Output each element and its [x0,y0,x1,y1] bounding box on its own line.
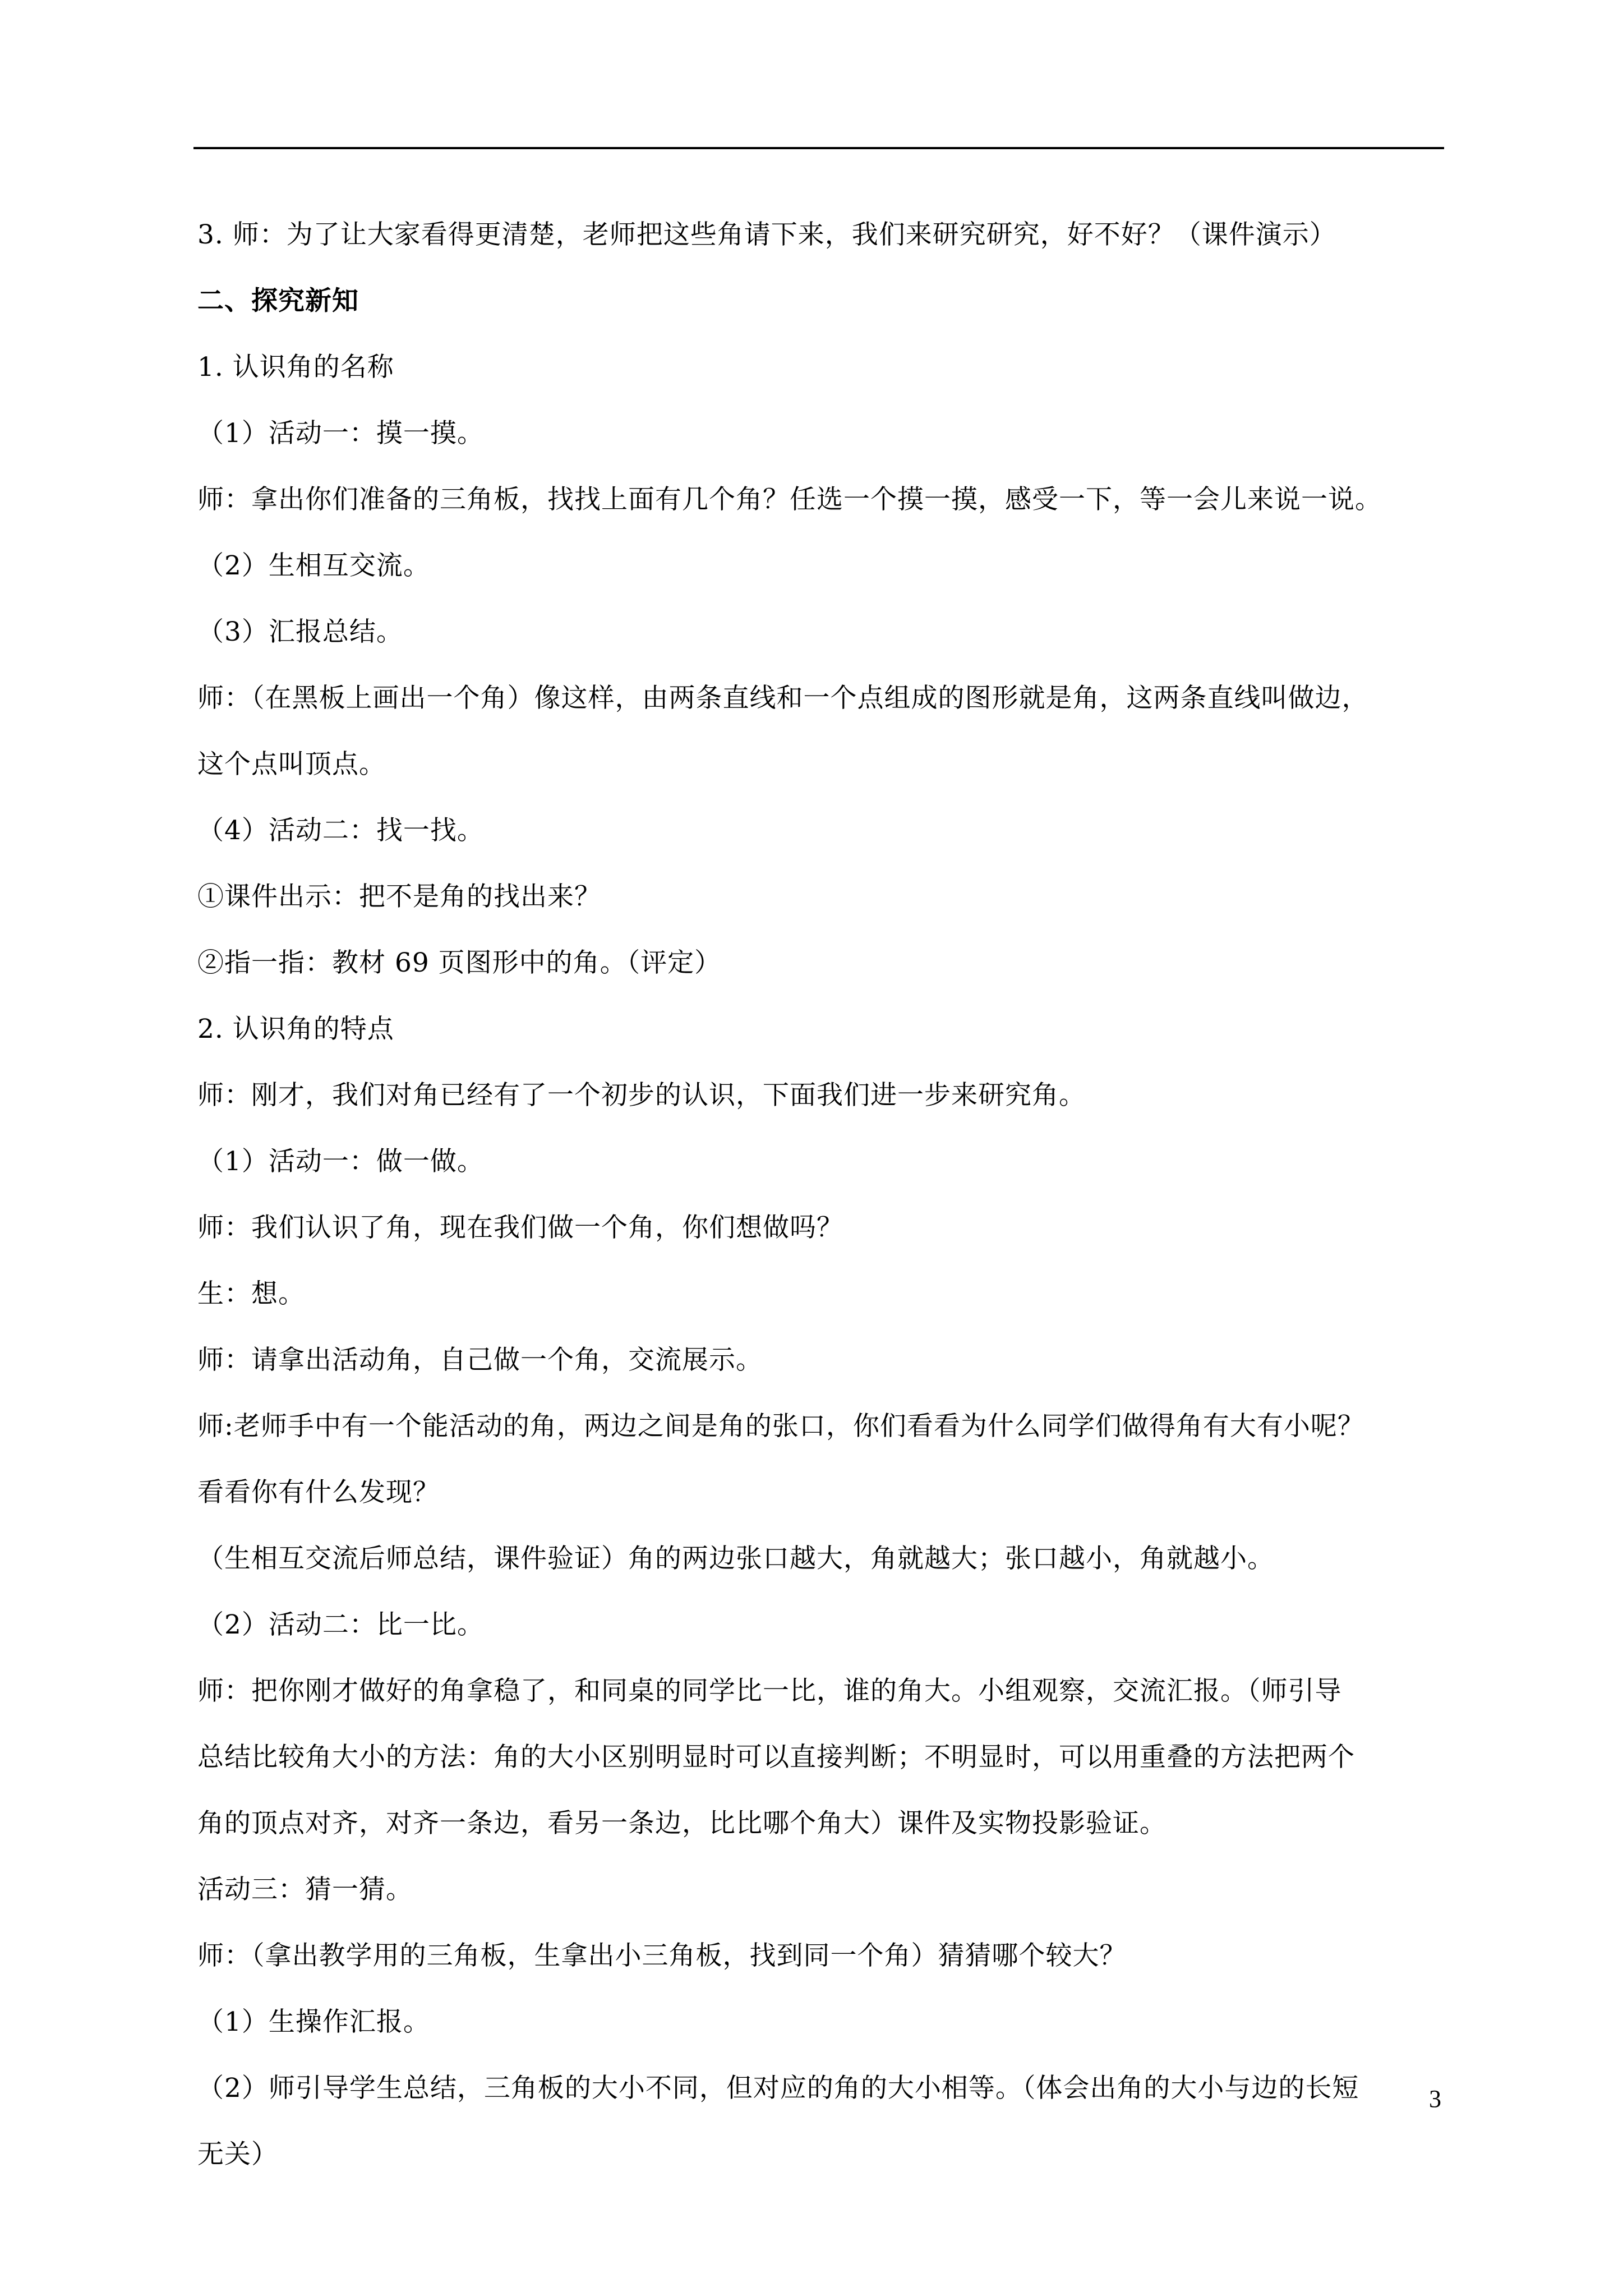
subsection-heading: 1. 认识角的名称 [197,352,394,383]
text-line: 师:老师手中有一个能活动的角，两边之间是角的张口，你们看看为什么同学们做得角有大有小呢？ [197,1411,1364,1442]
text-line: 师：（在黑板上画出一个角）像这样，由两条直线和一个点组成的图形就是角，这两条直线叫做边， [197,683,1369,714]
text-line: （1）活动一：摸一摸。 [197,418,484,449]
text-line: 师：我们认识了角，现在我们做一个角，你们想做吗？ [197,1212,843,1243]
text-line: （2）师引导学生总结，三角板的大小不同，但对应的角的大小相等。（体会出角的大小与边的长短 [197,2073,1359,2104]
text-line: 师：请拿出活动角，自己做一个角，交流展示。 [197,1345,763,1375]
text-line: （2）生相互交流。 [197,550,430,581]
section-heading: 二、探究新知 [197,286,359,316]
text-line: （1）活动一：做一做。 [197,1146,484,1177]
text-line: 3. 师：为了让大家看得更清楚，老师把这些角请下来，我们来研究研究，好不好？（课件演示） [197,219,1336,250]
page-number: 3 [1429,2085,1441,2113]
text-line: （4）活动二：找一找。 [197,815,484,846]
text-line: （2）活动二：比一比。 [197,1609,484,1640]
text-line: （1）生操作汇报。 [197,2007,430,2037]
document-body [197,202,1444,2188]
text-line: ②指一指：教材 69 页图形中的角。（评定） [197,947,722,978]
text-line: 总结比较角大小的方法：角的大小区别明显时可以直接判断；不明显时，可以用重叠的方法把两个 [197,1742,1355,1773]
header-rule [193,147,1444,149]
text-line: 活动三：猜一猜。 [197,1874,413,1905]
text-line: 师：（拿出教学用的三角板，生拿出小三角板，找到同一个角）猜猜哪个较大？ [197,1940,1127,1971]
text-line: 师：把你刚才做好的角拿稳了，和同桌的同学比一比，谁的角大。小组观察，交流汇报。（师引导 [197,1676,1342,1706]
text-line: 无关） [197,2139,278,2170]
text-line: 看看你有什么发现？ [197,1477,440,1508]
text-line: ①课件出示：把不是角的找出来？ [197,881,601,912]
text-line: （生相互交流后师总结，课件验证）角的两边张口越大，角就越大；张口越小，角就越小。 [197,1543,1274,1574]
text-line: 生：想。 [197,1278,305,1309]
text-line: 师：刚才，我们对角已经有了一个初步的认识，下面我们进一步来研究角。 [197,1080,1086,1111]
text-line: 师：拿出你们准备的三角板，找找上面有几个角？任选一个摸一摸，感受一下，等一会儿来说一说。 [197,484,1382,515]
text-line: （3）汇报总结。 [197,616,403,647]
text-line: 这个点叫顶点。 [197,749,386,780]
text-line: 角的顶点对齐，对齐一条边，看另一条边，比比哪个角大）课件及实物投影验证。 [197,1808,1166,1839]
subsection-heading: 2. 认识角的特点 [197,1014,394,1045]
